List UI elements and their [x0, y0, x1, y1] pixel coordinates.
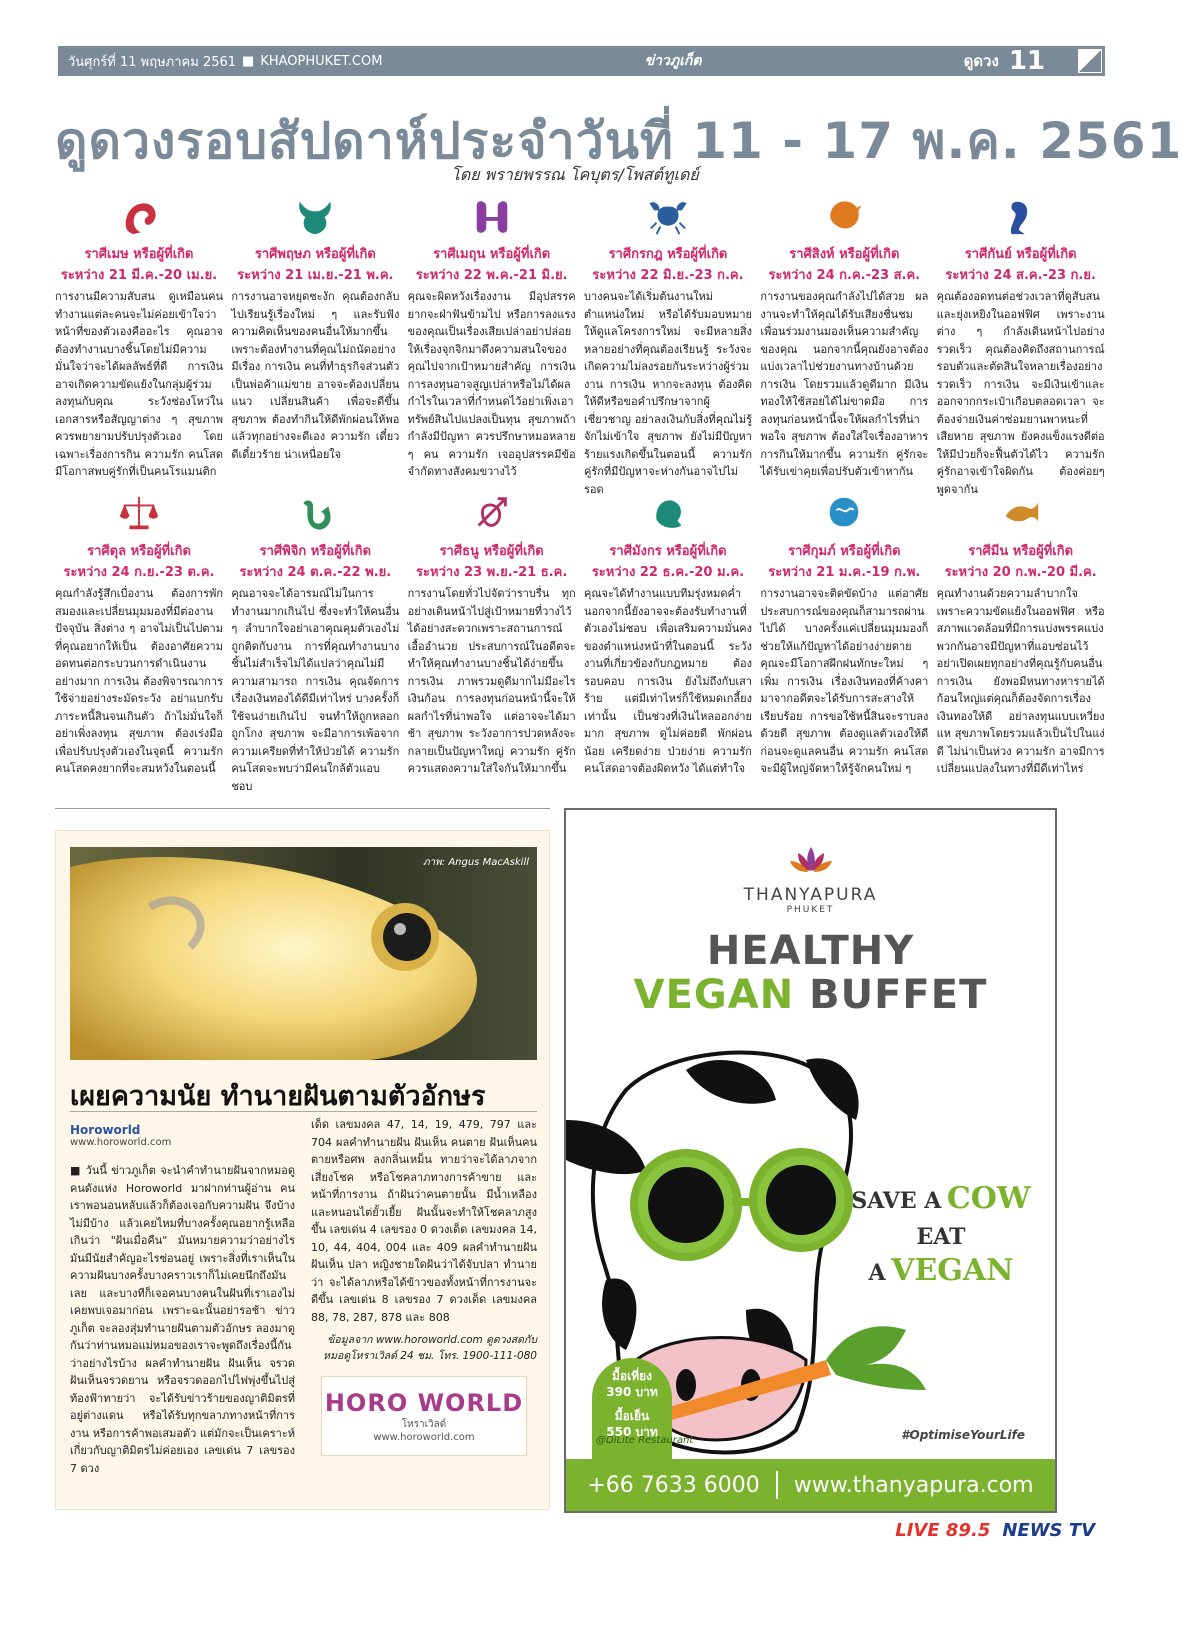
zodiac-sign-dates: ระหว่าง 24 ก.ค.-23 ส.ค.	[768, 268, 921, 283]
header-date: วันศุกร์ที่ 11 พฤษภาคม 2561	[68, 54, 237, 70]
slogan-eat: EAT	[916, 1224, 966, 1250]
ad-brand-sub: PHUKET	[786, 905, 835, 915]
ad-brand-name: THANYAPURA	[743, 885, 878, 905]
zodiac-sign-dates: ระหว่าง 21 ม.ค.-19 ก.พ.	[768, 565, 921, 580]
slogan-a: A	[868, 1260, 886, 1286]
fish-photo	[70, 847, 537, 1060]
lion-icon	[760, 193, 928, 241]
crab-icon	[584, 193, 752, 241]
virgo-icon	[937, 193, 1105, 241]
slogan-cow: COW	[946, 1181, 1031, 1216]
zodiac-sign-dates: ระหว่าง 20 ก.พ.-20 มี.ค.	[944, 565, 1097, 580]
live-radio-logo: LIVE 89.5	[895, 1520, 991, 1541]
page-number: 11	[1008, 46, 1045, 76]
zodiac-sign-text: การงานมีความสับสน ดูเหมือนคนทำงานแต่ละคนจะไม่ค่อยเข้าใจว่าหน้าที่ของตัวเองคืออะไร คุณอาจต้องทำงานบางชิ้นโดยไม่มีความมั่นใจว่าจะได้ผลลัพธ์ที่ดี การเงินอาจเกิดความขัดแย้งในกลุ่มผู้ร่วมลงทุนกับคุณ ระวังช่องโหว่ในเอกสารหรือสัญญาต่าง ๆ สุขภาพควรพยายามปรับปรุงตัวเอง โดยเฉพาะเรื่องการกิน ความรัก คนโสดมีโอกาสพบคู่รักที่เป็นคนโรแมนติก	[55, 290, 223, 478]
zodiac-sign-name: ราศีธนู หรือผู้ที่เกิด	[439, 544, 544, 559]
dinner-label: มื้อเย็น	[614, 1409, 650, 1423]
zodiac-sign-card	[55, 193, 223, 478]
lotus-icon	[788, 845, 834, 873]
dream-article	[55, 830, 550, 1510]
zodiac-sign-name: ราศีพฤษภ หรือผู้ที่เกิด	[254, 247, 376, 262]
zodiac-sign-card	[408, 490, 576, 775]
ad-headline-1: HEALTHY	[706, 928, 915, 974]
scales-icon	[55, 490, 223, 538]
lunch-label: มื้อเที่ยง	[611, 1369, 653, 1383]
bull-icon	[231, 193, 399, 241]
page-title: ดูดวงรอบสัปดาห์ประจำวันที่ 11 - 17 พ.ค. 2561	[55, 112, 1182, 170]
zodiac-sign-name: ราศีกรกฎ หรือผู้ที่เกิด	[608, 247, 728, 262]
section-name: ดูดวง	[963, 52, 999, 70]
zodiac-row-2	[55, 490, 1105, 793]
divider	[55, 808, 550, 809]
square-icon: ■	[242, 53, 255, 69]
article-reference: ข้อมูลจาก www.horoworld.com ดูดวงสดกับหมอดูโหราเวิลด์ 24 ชม. โทร. 1900-111-080	[323, 1334, 537, 1362]
article-column-1	[70, 1123, 295, 1503]
twins-icon	[408, 193, 576, 241]
zodiac-sign-name: ราศีเมษ หรือผู้ที่เกิด	[84, 247, 194, 262]
horoworld-logo	[321, 1376, 527, 1456]
zodiac-sign-text: คุณกำลังรู้สึกเบื่องาน ต้องการพักสมองและเปลี่ยนมุมมองที่มีต่องานปัจจุบัน สิ่งต่าง ๆ อาจไม่เป็นไปตามที่คุณอยากให้เป็น ต้องอาศัยความอดทนต่อกระบวนการดำเนินงานอย่างมาก การเงิน ต้องพิจารณาการใช้จ่ายอย่างระมัดระวัง อย่าแบกรับภาระหนี้สินจนเกินตัว ถ้าไม่มั่นใจก็อย่าเพิ่งลงทุน สุขภาพ ต้องเร่งมือเพื่อปรับปรุงตัวเองในจุดนี้ ความรัก คนโสดคงยากที่จะสมหวังในตอนนี้	[55, 587, 223, 775]
zodiac-sign-card	[937, 490, 1105, 775]
zodiac-sign-text: คุณจะได้ทำงานแบบทีมรุ่งหมดค่ำนอกจากนี้ยังอาจจะต้องรับทำงานที่ตัวเองไม่ชอบ เพื่อเสริมความมั่นคงของตำแหน่งหน้าที่ในตอนนี้ ระวังงานที่เกี่ยวข้องกับกฎหมาย ต้องรอบคอบ การเงิน ยังไม่ถึงกับเสาร้าย แต่มีเท่าไหร่ก็ใช้หมดเกลี้ยงเท่านั้น เป็นช่วงที่เงินไหลออกง่ายมาก สุขภาพ ดูไม่ค่อยดี พักผ่อนน้อย เครียดง่าย ป่วยง่าย ความรัก คนโสดอาจต้องผิดหวัง ได้แต่ทำใจ	[583, 587, 752, 775]
zodiac-sign-card	[408, 193, 576, 478]
zodiac-sign-name: ราศีมังกร หรือผู้ที่เกิด	[609, 544, 727, 559]
water-bearer-icon	[760, 490, 928, 538]
byline: โดย พรายพรรณ โคบุตร/โพสต์ทูเดย์	[451, 165, 699, 184]
horoworld-logo-url[interactable]: www.horoworld.com	[373, 1432, 475, 1443]
ad-brand	[566, 845, 1055, 915]
zodiac-sign-name: ราศีตุล หรือผู้ที่เกิด	[87, 544, 191, 559]
zodiac-sign-card	[583, 193, 752, 496]
slogan-vegan: VEGAN	[891, 1253, 1014, 1288]
scorpion-icon	[231, 490, 399, 538]
ram-icon	[55, 193, 223, 241]
zodiac-sign-text: คุณอาจจะได้อารมณ์ไม่ในการทำงานมากเกินไป ซึ่งจะทำให้คนอื่น ๆ ลำบากใจอย่าเอาคุณคุมตัวเองไม่ถูกติดกับงาน การที่คุณทำงานบางชิ้นไม่สำเร็จไม่ได้แปลว่าคุณไม่มีความสามารถ การเงิน คุณจัดการเรื่องเงินทองได้ดีมีเท่าไหร่ บางครั้งก็ใช้จนง่ายเกินไป จนทำให้ถูกหลอก ถูกโกง สุขภาพ จะมีอาการเพ้อจากความเครียดที่ทำให้ป่วยได้ ความรัก คนโสดจะพบว่ามีคนใกล้ตัวแอบชอบ	[231, 587, 400, 793]
article-source: Horoworld	[70, 1123, 141, 1137]
news-tv-logo: NEWS TV	[1002, 1520, 1095, 1541]
zodiac-sign-name: ราศีกันย์ หรือผู้ที่เกิด	[964, 247, 1077, 262]
article-source-url[interactable]: www.horoworld.com	[70, 1137, 172, 1148]
article-column-2	[311, 1116, 537, 1496]
zodiac-sign-card	[584, 490, 752, 775]
goat-icon	[584, 490, 752, 538]
fish-icon	[937, 490, 1105, 538]
ad-tagline: #OptimiseYourLife	[901, 1428, 1025, 1442]
zodiac-sign-dates: ระหว่าง 24 ก.ย.-23 ต.ค.	[63, 565, 215, 580]
article-rule	[70, 1111, 537, 1112]
horoworld-logo-sub: โหราเวิลด์	[401, 1419, 447, 1430]
zodiac-sign-name: ราศีสิงห์ หรือผู้ที่เกิด	[789, 247, 900, 262]
photo-credit: ภาพ: Angus MacAskill	[422, 857, 529, 868]
restaurant-name: @DiLite Restaurant	[596, 1435, 694, 1446]
zodiac-sign-card	[231, 490, 400, 793]
zodiac-sign-dates: ระหว่าง 23 พ.ย.-21 ธ.ค.	[416, 565, 568, 580]
zodiac-sign-name: ราศีพิจิก หรือผู้ที่เกิด	[259, 544, 372, 559]
zodiac-sign-text: การงานอาจจะติดขัดบ้าง แต่อาศัยประสบการณ์ของคุณก็สามารถผ่านไปได้ บางครั้งแค่เปลี่ยนมุมมองก็ช่วยให้แก้ปัญหาได้อย่างง่ายดาย คุณจะมีโอกาสฝึกฝนทักษะใหม่ ๆ เพิ่ม การเงิน เรื่องเงินทองที่ค้างคามาจากอดีตจะได้รับการสะสางให้เรียบร้อย การขอใช้หนี้สินจะราบลงด้วยดี สุขภาพ ต้องดูแลตัวเองให้ดีก่อนจะดูแลคนอื่น ความรัก คนโสดจะมีผู้ใหญ่จัดหาให้รู้จักคนใหม่ ๆ	[760, 587, 929, 775]
newspaper-logo: ข่าวภูเก็ต	[644, 53, 702, 69]
footer-logos	[895, 1520, 1095, 1541]
zodiac-sign-text: คุณต้องอดทนต่อช่วงเวลาที่ดูสับสนและยุ่งเหยิงในออฟฟิศ เพราะงานต่าง ๆ กำลังเดินหน้าไปอย่างรวดเร็ว คุณต้องคิดถึงสถานการณ์รอบตัวและตัดสินใจหลายเรื่องอย่างรวดเร็ว การเงิน จะมีเงินเข้าและออกจากกระเป๋าเกือบตลอดเวลา จะต้องจ่ายเงินค่าซ่อมยานพาหนะที่เสียหาย สุขภาพ ยังคงแข็งแรงดีต่อให้มีป่วยก็จะฟื้นตัวได้ไว ความรัก คู่รักอาจเข้าใจผิดกัน ต้องค่อยๆ พูดจากัน	[936, 290, 1105, 496]
zodiac-sign-text: คุณทำงานด้วยความลำบากใจเพราะความขัดแย้งในออฟฟิศ หรือสภาพแวดล้อมที่มีการแบ่งพรรคแบ่งพวกกันอาจมีปัญหาที่แอบซ่อนไว้อย่าเปิดเผยทุกอย่างที่คุณรู้กับคนอื่น การเงิน ยังพอมีหนทางหารายได้ก้อนใหญ่แต่คุณก็ต้องจัดการเรื่องเงินทองให้ดี อย่าลงทุนแบบเหวี่ยงแห สุขภาพโดยรวมแล้วเป็นไปในแง่ดี ไม่น่าเป็นห่วง ความรัก อาจมีการเปลี่ยนแปลงในทางที่มีดีเท่าไหร่	[936, 587, 1105, 775]
ad-footer	[566, 1459, 1055, 1511]
zodiac-sign-card	[760, 490, 928, 775]
zodiac-sign-name: ราศีกุมภ์ หรือผู้ที่เกิด	[788, 544, 901, 559]
zodiac-sign-name: ราศีมีน หรือผู้ที่เกิด	[968, 544, 1074, 559]
dinner-price: 550 บาท	[606, 1425, 658, 1439]
article-text-2: เด็ด เลขมงคล 47, 14, 19, 479, 797 และ 704 ผลคำทำนายฝัน ฝันเห็น คนตาย ฝันเห็นคนตายหรือศพ ลงกลิ่นเหม็น ทายว่าจะได้ลาภจากเสี่ยงโชค หรือโชคลาภทางการค้าขาย และหน้าที่การงาน ถ้าฝันว่าคนตายนั้น มีน้ำเหลืองและหนอนไต่ยั้วเยี้ย ฝันนั้นจะทำให้โชคลาภสูงขึ้น เลขเด่น 4 เลขรอง 0 ดวงเด็ด เลขมงคล 14, 10, 44, 404, 004 และ 409 ผลคำทำนายฝัน ฝันเห็น ปลา หญิงชายใดฝันว่าได้จับปลา ทำนายว่า จะได้ลาภหรือได้ข้าวของทั้งหน้าที่การงานจะดีขึ้น เลขเด่น 8 เลขรอง 7 ดวงเด็ด เลขมงคล 88, 78, 287, 878 และ 808	[311, 1118, 537, 1324]
zodiac-sign-text: คุณจะผิดหวังเรื่องงาน มีอุปสรรคยากจะฝ่าฟันข้ามไป หรือการลงแรงของคุณเป็นเรื่องเสียเปล่าอย่าปล่อยให้เรื่องจุกจิกมาดึงความสนใจของคุณไปจากเป้าหมายสำคัญ การเงิน การลงทุนอาจสูญเปล่าหรือไม่ได้ผลกำไรในเวลาที่กำหนดไว้อย่าเพิ่งเอาทรัพย์สินไปแปลงเป็นทุน สุขภาพถ้ากำลังมีปัญหา ควรปรึกษาหมอหลาย ๆ คน ความรัก เจออุปสรรคมีข้อจำกัดทางสังคมขวางไว้	[407, 290, 576, 478]
zodiac-sign-dates: ระหว่าง 22 มิ.ย.-23 ก.ค.	[592, 268, 744, 283]
zodiac-sign-dates: ระหว่าง 22 ธ.ค.-20 ม.ค.	[591, 565, 745, 580]
zodiac-sign-dates: ระหว่าง 24 ต.ค.-22 พ.ย.	[239, 565, 392, 580]
ad-footer-separator	[776, 1471, 778, 1499]
zodiac-sign-dates: ระหว่าง 21 มี.ค.-20 เม.ย.	[60, 268, 218, 283]
corner-arrow-icon	[1079, 50, 1101, 72]
ad-phone[interactable]: +66 7633 6000	[587, 1472, 760, 1498]
slogan-save-a: SAVE A	[851, 1188, 942, 1214]
zodiac-sign-dates: ระหว่าง 24 ส.ค.-23 ก.ย.	[945, 268, 1096, 283]
zodiac-sign-dates: ระหว่าง 21 เม.ย.-21 พ.ค.	[237, 268, 394, 283]
lunch-price: 390 บาท	[606, 1385, 658, 1399]
fish-image	[70, 847, 537, 1060]
horoworld-logo-text: HORO WORLD	[324, 1389, 524, 1417]
header-left	[68, 51, 382, 72]
zodiac-sign-name: ราศีเมถุน หรือผู้ที่เกิด	[433, 247, 551, 262]
header-site[interactable]: KHAOPHUKET.COM	[260, 53, 383, 69]
zodiac-sign-dates: ระหว่าง 22 พ.ค.-21 มิ.ย.	[415, 268, 568, 283]
zodiac-sign-card	[231, 193, 399, 478]
article-text-1: ■ วันนี้ ข่าวภูเก็ต จะนำคำทำนายฝันจากหมอดูคนดังแห่ง Horoworld มาฝากท่านผู้อ่าน คนเราพอนอนหลับแล้วก็ต้องเจอกับความฝัน จึงบ้างไม่มีบ้าง แล้วเคยไหมที่บางครั้งคุณอยากรู้เหลือเกินว่า "ฝันเมื่อคืน" มันหมายความว่าอย่างไร มันมีนัยสำคัญอะไรซ่อนอยู่ เพราะสิ่งที่เราเห็นในความฝันบางครั้งบางคราวเราก็ไม่เคยนึกถึงมันเลย และบางทีก็เจอคนบางคนในฝันที่เราเองไม่เคยพบเจอมาก่อน เพราะฉะนั้นอย่ารอช้า ข่าวภูเก็ต จะลองสุ่มทำนายฝันตามตัวอักษร ลองมาดูกันว่าท่านหมอแม่หมอของเราจะพูดถึงเรื่องนี้กันว่าอย่างไรบ้าง ผลคำทำนายฝัน ฝันเห็น จรวด ฝันเห็นจรวดยาน หรือจรวดออกไปไฟพุ่งขึ้นไปสู่ท้องฟ้าทายว่า จะได้รับข่าวร้ายของญาติมิตรที่อยู่ต่างแดน หรือได้รับทุกขลาภทางหน้าที่การงาน หรือการค้าพอเสมอตัว แต่มักจะเป็นเคราะห์ เกี่ยวกับญาติมิตรไม่ค่อยเอง เลขเด่น 7 เลขรอง 7 ดวง	[70, 1164, 295, 1475]
zodiac-sign-card	[55, 490, 223, 775]
ad-headline-buffet: BUFFET	[809, 972, 988, 1018]
zodiac-sign-text: บางคนจะได้เริ่มต้นงานใหม่ ตำแหน่งใหม่ หรือได้รับมอบหมายให้ดูแลโครงการใหม่ จะมีหลายสิ่งหลายอย่างที่คุณต้องเรียนรู้ ระวังจะเกิดความไม่ลงรอยกันระหว่างผู้ร่วมงาน การเงิน หากจะลงทุน ต้องคิดให้ดีหรือขอคำปรึกษาจากผู้เชี่ยวชาญ อย่าลงเงินกับสิ่งที่คุณไม่รู้จักไม่เข้าใจ สุขภาพ ยังไม่มีปัญหาร้ายแรงเกิดขึ้นในตอนนี้ ความรัก คู่รักที่มีปัญหาจะห่างกันอาจไปไม่รอด	[583, 290, 752, 496]
header-bar	[58, 46, 1105, 76]
zodiac-sign-card	[760, 193, 928, 478]
ad-website[interactable]: www.thanyapura.com	[793, 1472, 1034, 1498]
archer-icon	[408, 490, 576, 538]
ad-headline-2	[566, 972, 1055, 1018]
zodiac-sign-text: การงานของคุณกำลังไปได้สวย ผลงานจะทำให้คุณได้รับเสียงชื่นชมเพื่อนร่วมงานมองเห็นความสำคัญของคุณ นอกจากนี้คุณยังอาจต้องแบ่งเวลาไปช่วยงานทางบ้านด้วย การเงิน โดยรวมแล้วดูดีมาก มีเงินทองให้ใช้สอยได้ไม่ขาดมือ การลงทุนก่อนหน้านี้จะให้ผลกำไรที่น่าพอใจ สุขภาพ ต้องใส่ใจเรื่องอาหารการกินให้มากขึ้น ความรัก คู่รักจะได้รับเข่าคุยเพื่อปรับตัวเข้าหากัน	[760, 290, 929, 478]
article-title: เผยความนัย ทำนายฝันตามตัวอักษร	[70, 1081, 486, 1112]
zodiac-sign-card	[936, 193, 1105, 496]
vegan-buffet-ad[interactable]	[564, 808, 1057, 1513]
zodiac-sign-text: การงานอาจหยุดชะงัก คุณต้องกลับไปเรียนรู้เรื่องใหม่ ๆ และรับฟังความคิดเห็นของคนอื่นให้มากขึ้น เพราะต้องทำงานที่คุณไม่ถนัดอย่างมีเรื่อง การเงิน คนที่ทำธุรกิจส่วนตัว เป็นพ่อค้าแม่ขาย อาจจะต้องเปลี่ยนแนว เปลี่ยนสินค้า เพื่อจะดีขึ้น สุขภาพ ต้องทำกินให้ดีพักผ่อนให้พอ แล้วทุกอย่างจะดีเอง ความรัก เดี๋ยวดีเดี๋ยวร้าย น่าเหนื่อยใจ	[231, 290, 400, 461]
ad-headline-vegan: VEGAN	[633, 972, 795, 1018]
zodiac-row-1	[55, 193, 1105, 496]
ad-slogan	[846, 1182, 1036, 1292]
zodiac-sign-text: การงานโดยทั่วไปจัดว่าราบรื่น ทุกอย่างเดินหน้าไปสู่เป้าหมายที่วางไว้ได้อย่างสะดวกเพราะสถานการณ์เอื้ออำนวย ประสบการณ์ในอดีตจะทำให้คุณทำงานบางชิ้นได้ง่ายขึ้น การเงิน ภาพรวมดูดีมากไม่มีอะไรเงินก้อน การลงทุนก่อนหน้านี้จะให้ผลกำไรที่น่าพอใจ แต่อาจจะได้มาช้า สุขภาพ ระวังอาการปวดหลังจะกลายเป็นปัญหาใหญ่ ความรัก คู่รักควรแสดงความใส่ใจกันให้มากขึ้น	[407, 587, 576, 775]
